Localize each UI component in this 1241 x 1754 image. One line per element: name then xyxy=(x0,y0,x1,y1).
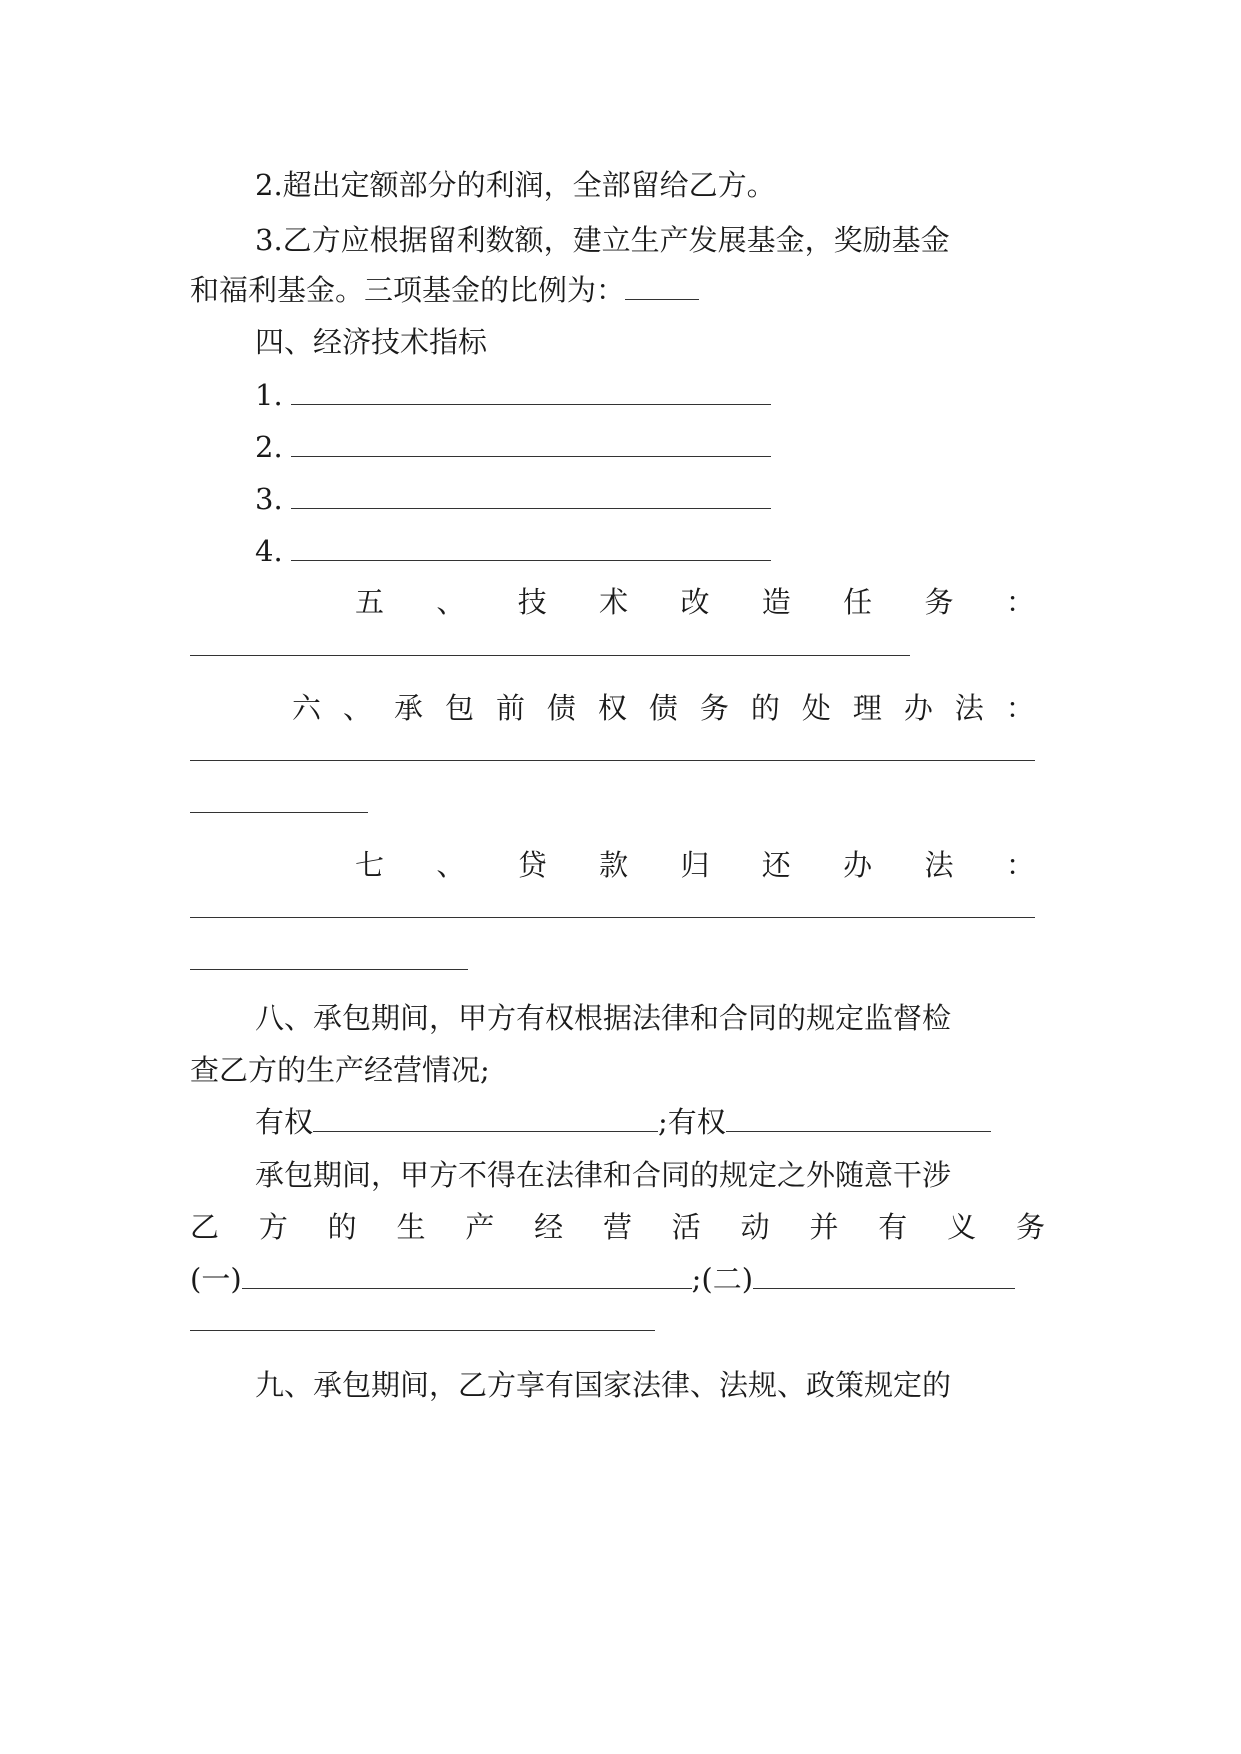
heading-char: 七 xyxy=(355,848,385,882)
heading-section-6 xyxy=(292,688,1035,728)
para-obligations xyxy=(190,1259,1060,1299)
heading-char: 贷 xyxy=(517,848,547,882)
body-char: 的 xyxy=(327,1210,357,1244)
heading-char: 债 xyxy=(648,691,678,725)
rights-label-2: ;有权 xyxy=(658,1105,726,1139)
heading-char: 改 xyxy=(680,585,710,619)
indicator-item-1 xyxy=(255,375,1060,415)
heading-char: 前 xyxy=(495,691,525,725)
heading-char: 、 xyxy=(436,585,466,619)
blank-indicator xyxy=(291,378,771,405)
heading-char: 务 xyxy=(924,585,954,619)
rights-label-1: 有权 xyxy=(255,1105,314,1139)
heading-char: 法 xyxy=(954,691,984,725)
heading-char: 任 xyxy=(843,585,873,619)
indicator-number: 2. xyxy=(255,430,283,464)
obligation-label-1: (一) xyxy=(190,1262,242,1296)
blank-section-7-line-2 xyxy=(190,969,468,970)
para-fund-2-text: 和福利基金。三项基金的比例为： xyxy=(190,273,626,307)
body-char: 义 xyxy=(947,1210,977,1244)
heading-char: 债 xyxy=(546,691,576,725)
heading-char: 五 xyxy=(355,585,385,619)
blank-right-2 xyxy=(726,1105,991,1132)
body-char: 务 xyxy=(1015,1210,1045,1244)
heading-char: 、 xyxy=(436,848,466,882)
body-char: 动 xyxy=(740,1210,770,1244)
heading-char: 包 xyxy=(444,691,474,725)
body-char: 生 xyxy=(396,1210,426,1244)
para-section-8-4 xyxy=(190,1207,1045,1247)
heading-char: ： xyxy=(1005,585,1035,619)
body-char: 乙 xyxy=(190,1210,220,1244)
blank-section-6-line-1 xyxy=(190,760,1035,761)
heading-section-7 xyxy=(355,845,1035,885)
heading-char: 法 xyxy=(924,848,954,882)
indicator-item-3 xyxy=(255,479,1060,519)
blank-section-7-line-1 xyxy=(190,917,1035,918)
obligation-label-2: ;(二) xyxy=(691,1262,754,1296)
para-section-8-3: 承包期间，甲方不得在法律和合同的规定之外随意干涉 xyxy=(255,1158,952,1192)
heading-char: 技 xyxy=(517,585,547,619)
para-rights xyxy=(255,1102,1060,1142)
heading-char: 、 xyxy=(342,691,372,725)
blank-obligation-2-cont xyxy=(190,1330,655,1331)
indicator-item-4 xyxy=(255,531,1060,571)
indicator-number: 3. xyxy=(255,482,283,516)
heading-char: 术 xyxy=(599,585,629,619)
blank-indicator xyxy=(291,534,771,561)
heading-char: 承 xyxy=(393,691,423,725)
indicator-item-2 xyxy=(255,427,1060,467)
blank-section-5 xyxy=(190,655,910,656)
para-profit-excess: 2.超出定额部分的利润，全部留给乙方。 xyxy=(255,168,776,202)
heading-char: 造 xyxy=(761,585,791,619)
heading-char: 处 xyxy=(801,691,831,725)
blank-obligation-1 xyxy=(242,1262,692,1289)
body-char: 活 xyxy=(671,1210,701,1244)
body-char: 经 xyxy=(534,1210,564,1244)
heading-char: 办 xyxy=(903,691,933,725)
para-section-8-1: 八、承包期间，甲方有权根据法律和合同的规定监督检 xyxy=(255,1001,952,1035)
heading-char: 归 xyxy=(680,848,710,882)
body-char: 产 xyxy=(465,1210,495,1244)
blank-right-1 xyxy=(313,1105,658,1132)
heading-char: 权 xyxy=(597,691,627,725)
para-section-8-2: 查乙方的生产经营情况; xyxy=(190,1053,490,1087)
indicator-number: 1. xyxy=(255,378,283,412)
indicator-number: 4. xyxy=(255,534,283,568)
heading-char: 理 xyxy=(852,691,882,725)
blank-obligation-2 xyxy=(753,1262,1015,1289)
heading-char: ： xyxy=(1005,848,1035,882)
para-section-9: 九、承包期间，乙方享有国家法律、法规、政策规定的 xyxy=(255,1368,952,1402)
blank-indicator xyxy=(291,482,771,509)
para-fund-1: 3.乙方应根据留利数额，建立生产发展基金，奖励基金 xyxy=(255,223,950,257)
blank-section-6-line-2 xyxy=(190,812,368,813)
heading-char: 款 xyxy=(599,848,629,882)
body-char: 方 xyxy=(258,1210,288,1244)
heading-char: 的 xyxy=(750,691,780,725)
body-char: 营 xyxy=(602,1210,632,1244)
para-fund-2 xyxy=(190,270,1060,310)
blank-fund-ratio xyxy=(625,273,699,300)
heading-char: ： xyxy=(1005,691,1035,725)
body-char: 并 xyxy=(809,1210,839,1244)
heading-char: 还 xyxy=(761,848,791,882)
heading-char: 六 xyxy=(292,691,322,725)
blank-indicator xyxy=(291,430,771,457)
body-char: 有 xyxy=(878,1210,908,1244)
heading-section-5 xyxy=(355,582,1035,622)
heading-char: 办 xyxy=(843,848,873,882)
heading-char: 务 xyxy=(699,691,729,725)
heading-section-4: 四、经济技术指标 xyxy=(255,325,488,359)
